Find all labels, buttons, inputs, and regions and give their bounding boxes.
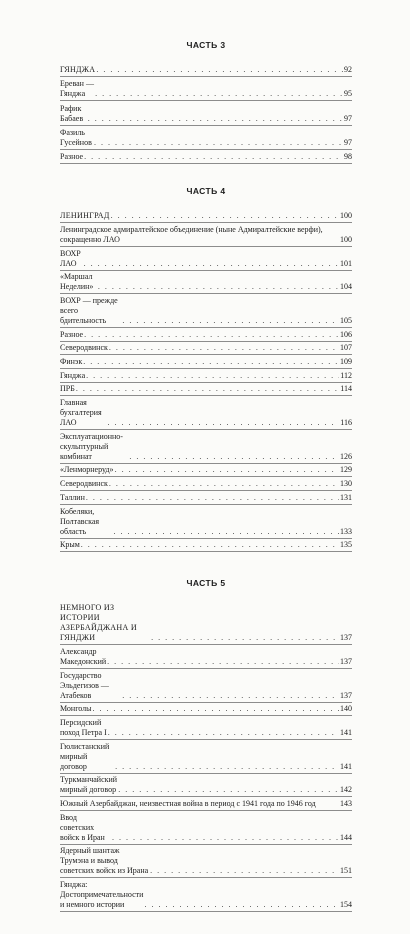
entry-title: Гянджа bbox=[60, 370, 86, 380]
entry-page: 129 bbox=[340, 465, 352, 475]
entry-title: Рафик Бабаев bbox=[60, 103, 84, 123]
toc-entry[interactable] bbox=[60, 813, 352, 845]
entry-title: «Ленморнеруд» bbox=[60, 465, 114, 475]
toc-entry[interactable] bbox=[60, 79, 352, 101]
entry-page: 100 bbox=[340, 234, 352, 244]
entry-page: 95 bbox=[344, 89, 352, 99]
entry-title: Кобеляки, Полтавская область bbox=[60, 506, 100, 536]
toc-entry[interactable] bbox=[60, 742, 352, 774]
entry-page: 137 bbox=[340, 690, 352, 700]
toc-entry[interactable] bbox=[60, 330, 352, 342]
toc-entry[interactable] bbox=[60, 718, 352, 740]
toc-entry[interactable] bbox=[60, 249, 352, 271]
entry-title: ВОХР ЛАО bbox=[60, 248, 81, 268]
entry-title: Главная бухгалтерия ЛАО bbox=[60, 398, 102, 428]
entry-page: 137 bbox=[340, 633, 352, 643]
entry-page: 97 bbox=[344, 113, 352, 123]
entry-page: 114 bbox=[340, 384, 352, 394]
entry-title: Туркманчайский мирный договор bbox=[60, 775, 118, 795]
entry-page: 141 bbox=[340, 727, 352, 737]
toc-entry[interactable] bbox=[60, 152, 352, 164]
entry-title: Эксплуатационно-скульптурный комбинат bbox=[60, 431, 123, 461]
entry-title: Южный Азербайджан, неизвестная война в период с 1941 года по 1946 год bbox=[60, 799, 316, 808]
entry-page: 140 bbox=[340, 704, 352, 714]
toc-entry[interactable] bbox=[60, 799, 352, 811]
part-5-section bbox=[60, 578, 352, 912]
entry-page: 101 bbox=[340, 258, 352, 268]
toc-entry[interactable] bbox=[60, 493, 352, 505]
part-title: ЧАСТЬ 5 bbox=[186, 578, 226, 589]
entry-page: 142 bbox=[340, 785, 352, 795]
toc-entry[interactable] bbox=[60, 647, 352, 669]
entry-title: Ввод советских войск в Иран bbox=[60, 812, 105, 842]
toc-entry[interactable] bbox=[60, 846, 352, 878]
entry-title: Таллин bbox=[60, 492, 85, 502]
toc-entry[interactable] bbox=[60, 104, 352, 126]
part-title: ЧАСТЬ 4 bbox=[186, 186, 226, 197]
toc-entry[interactable] bbox=[60, 343, 352, 355]
entry-title: Монголы bbox=[60, 704, 92, 714]
entry-title: Гюлистанский мирный договор bbox=[60, 741, 110, 771]
entry-title: НЕМНОГО ИЗ ИСТОРИИ АЗЕРБАЙДЖАНА И ГЯНДЖИ bbox=[60, 603, 137, 643]
entry-title: Персидский поход Петра I bbox=[60, 717, 107, 737]
toc-entry[interactable] bbox=[60, 603, 352, 645]
toc-entry[interactable] bbox=[60, 384, 352, 396]
entry-page: 97 bbox=[344, 137, 352, 147]
entry-title: Государство Эльдегизов — Атабеков bbox=[60, 670, 109, 700]
entry-title: Ядерный шантаж Трумэна и вывод советских войск из Ирана bbox=[60, 846, 149, 876]
toc-entry[interactable] bbox=[60, 671, 352, 703]
toc-entry[interactable] bbox=[60, 398, 352, 430]
toc-entry[interactable] bbox=[60, 225, 352, 247]
entry-title: Финэк bbox=[60, 357, 83, 366]
toc-entry[interactable] bbox=[60, 507, 352, 539]
toc-entry[interactable] bbox=[60, 775, 352, 797]
entry-title: ВОХР — прежде всего бдительность bbox=[60, 295, 118, 325]
entry-page: 137 bbox=[340, 656, 352, 666]
toc-entry[interactable] bbox=[60, 880, 352, 912]
entry-page: 130 bbox=[340, 479, 352, 489]
entry-title: ГЯНДЖА bbox=[60, 65, 96, 74]
entry-page: 143 bbox=[340, 799, 352, 808]
toc-entry[interactable] bbox=[60, 128, 352, 150]
entry-page: 104 bbox=[340, 282, 352, 292]
toc-entry[interactable] bbox=[60, 432, 352, 464]
entry-title: Ереван — Гянджа bbox=[60, 79, 94, 99]
entry-page: 100 bbox=[340, 211, 352, 221]
entry-title: Гянджа: Достопримечательности и немного истории bbox=[60, 880, 144, 910]
entry-title: Северодвинск bbox=[60, 479, 108, 489]
entry-title: Фазиль Гусейнов bbox=[60, 127, 92, 147]
entry-title: Крым bbox=[60, 540, 80, 550]
entry-page: 133 bbox=[340, 526, 352, 536]
entry-page: 131 bbox=[340, 492, 352, 502]
part-title: ЧАСТЬ 3 bbox=[186, 40, 226, 50]
toc-entry[interactable] bbox=[60, 65, 352, 77]
toc-entry[interactable] bbox=[60, 479, 352, 491]
toc-entry[interactable] bbox=[60, 272, 352, 294]
entry-page: 144 bbox=[340, 832, 352, 842]
toc-entry[interactable] bbox=[60, 540, 352, 552]
toc-entry[interactable] bbox=[60, 465, 352, 477]
toc-entry[interactable] bbox=[60, 371, 352, 383]
toc-entry[interactable] bbox=[60, 357, 352, 369]
entry-page: 126 bbox=[340, 451, 352, 461]
entry-title: Разное bbox=[60, 329, 84, 339]
entry-title: «Маршал Неделин» bbox=[60, 272, 94, 292]
entry-page: 109 bbox=[340, 357, 352, 366]
entry-page: 112 bbox=[340, 370, 352, 380]
part-3-section bbox=[60, 40, 352, 164]
entry-page: 135 bbox=[340, 540, 352, 550]
table-of-contents bbox=[60, 40, 352, 934]
entry-title: Разное bbox=[60, 152, 84, 162]
toc-entry[interactable] bbox=[60, 704, 352, 716]
entry-page: 154 bbox=[340, 900, 352, 910]
toc-entry[interactable] bbox=[60, 296, 352, 328]
entry-title: Ленинградское адмиралтейское объединение (ныне Адмиралтейские верфи), сокращенно ЛАО bbox=[60, 224, 323, 244]
entry-title: ПРБ bbox=[60, 384, 75, 394]
entry-title: ЛЕНИНГРАД bbox=[60, 211, 110, 221]
entry-title: Александр Македонский bbox=[60, 646, 107, 666]
part-4-section bbox=[60, 186, 352, 552]
entry-page: 98 bbox=[344, 152, 352, 162]
entry-page: 107 bbox=[340, 343, 352, 353]
entry-page: 141 bbox=[340, 761, 352, 771]
entry-page: 106 bbox=[340, 329, 352, 339]
entry-page: 105 bbox=[340, 315, 352, 325]
entry-page: 116 bbox=[340, 418, 352, 428]
entry-page: 151 bbox=[340, 866, 352, 876]
entry-title: Северодвинск bbox=[60, 343, 108, 353]
entry-page: 92 bbox=[344, 65, 352, 74]
toc-entry[interactable] bbox=[60, 211, 352, 223]
